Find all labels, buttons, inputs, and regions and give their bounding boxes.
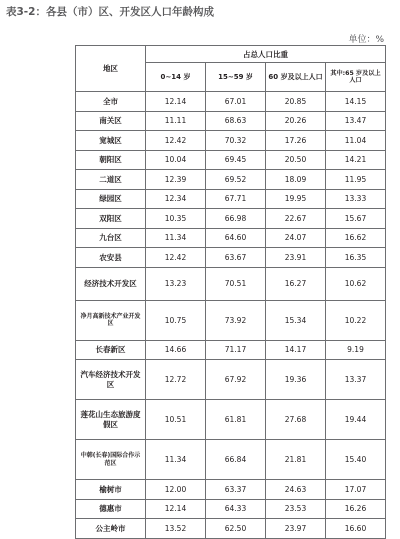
- value-65-plus: 16.35: [326, 248, 386, 268]
- value-65-plus: 14.21: [326, 150, 386, 170]
- region-name: 九台区: [76, 228, 146, 248]
- value-65-plus: 16.62: [326, 228, 386, 248]
- value-60-plus: 23.91: [266, 248, 326, 268]
- region-name: 德惠市: [76, 499, 146, 519]
- value-0-14: 10.04: [146, 150, 206, 170]
- table-row: [76, 248, 386, 268]
- table-row: [76, 360, 386, 400]
- table-row: [76, 519, 386, 539]
- value-65-plus: 10.22: [326, 300, 386, 340]
- value-65-plus: 16.60: [326, 519, 386, 539]
- value-60-plus: 24.63: [266, 480, 326, 500]
- value-0-14: 12.39: [146, 170, 206, 190]
- value-0-14: 13.52: [146, 519, 206, 539]
- col-header-0-14: 0~14 岁: [146, 63, 206, 92]
- value-60-plus: 14.17: [266, 340, 326, 360]
- value-0-14: 12.42: [146, 131, 206, 151]
- value-60-plus: 27.68: [266, 400, 326, 440]
- value-60-plus: 19.95: [266, 189, 326, 209]
- value-15-59: 68.63: [206, 111, 266, 131]
- value-65-plus: 13.33: [326, 189, 386, 209]
- value-65-plus: 9.19: [326, 340, 386, 360]
- region-name: 长春新区: [76, 340, 146, 360]
- region-name: 经济技术开发区: [76, 267, 146, 300]
- value-0-14: 12.72: [146, 360, 206, 400]
- table-row: [76, 209, 386, 229]
- unit-label: 单位：%: [348, 35, 384, 45]
- value-15-59: 67.71: [206, 189, 266, 209]
- value-65-plus: 15.40: [326, 440, 386, 480]
- region-name: 二道区: [76, 170, 146, 190]
- value-60-plus: 20.85: [266, 92, 326, 112]
- value-65-plus: 19.44: [326, 400, 386, 440]
- value-60-plus: 23.97: [266, 519, 326, 539]
- region-name: 绿园区: [76, 189, 146, 209]
- value-15-59: 71.17: [206, 340, 266, 360]
- region-name: 农安县: [76, 248, 146, 268]
- value-60-plus: 18.09: [266, 170, 326, 190]
- region-name: 榆树市: [76, 480, 146, 500]
- value-0-14: 13.23: [146, 267, 206, 300]
- table-row: [76, 440, 386, 480]
- value-60-plus: 20.50: [266, 150, 326, 170]
- value-0-14: 11.34: [146, 440, 206, 480]
- value-15-59: 70.51: [206, 267, 266, 300]
- region-header: 地区: [76, 46, 146, 92]
- value-65-plus: 16.26: [326, 499, 386, 519]
- value-15-59: 66.98: [206, 209, 266, 229]
- table-row: [76, 400, 386, 440]
- region-name: 净月高新技术产业开发区: [76, 300, 146, 340]
- value-60-plus: 19.36: [266, 360, 326, 400]
- region-name: 宽城区: [76, 131, 146, 151]
- region-name: 朝阳区: [76, 150, 146, 170]
- value-65-plus: 13.37: [326, 360, 386, 400]
- value-15-59: 63.67: [206, 248, 266, 268]
- value-65-plus: 11.04: [326, 131, 386, 151]
- population-age-table: [75, 45, 386, 539]
- table-row: [76, 92, 386, 112]
- region-name: 双阳区: [76, 209, 146, 229]
- table-row: [76, 189, 386, 209]
- value-0-14: 11.11: [146, 111, 206, 131]
- value-65-plus: 17.07: [326, 480, 386, 500]
- value-15-59: 67.92: [206, 360, 266, 400]
- col-header-15-59: 15~59 岁: [206, 63, 266, 92]
- table-row: [76, 150, 386, 170]
- table-row: [76, 300, 386, 340]
- value-60-plus: 16.27: [266, 267, 326, 300]
- table-row: [76, 267, 386, 300]
- region-name: 公主岭市: [76, 519, 146, 539]
- value-60-plus: 23.53: [266, 499, 326, 519]
- table-row: [76, 228, 386, 248]
- region-name: 莲花山生态旅游度假区: [76, 400, 146, 440]
- value-0-14: 12.14: [146, 92, 206, 112]
- value-15-59: 64.33: [206, 499, 266, 519]
- value-60-plus: 21.81: [266, 440, 326, 480]
- value-65-plus: 13.47: [326, 111, 386, 131]
- value-0-14: 11.34: [146, 228, 206, 248]
- table-title: 表3-2：各县（市）区、开发区人口年龄构成: [6, 6, 214, 18]
- table-row: [76, 340, 386, 360]
- value-15-59: 62.50: [206, 519, 266, 539]
- value-60-plus: 22.67: [266, 209, 326, 229]
- value-65-plus: 14.15: [326, 92, 386, 112]
- table-row: [76, 131, 386, 151]
- value-0-14: 10.35: [146, 209, 206, 229]
- col-header-65-plus: 其中:65 岁及以上人口: [326, 63, 386, 92]
- table-row: [76, 111, 386, 131]
- region-name: 中韩(长春)国际合作示范区: [76, 440, 146, 480]
- value-0-14: 12.00: [146, 480, 206, 500]
- value-65-plus: 11.95: [326, 170, 386, 190]
- region-name: 南关区: [76, 111, 146, 131]
- table-row: [76, 480, 386, 500]
- value-15-59: 73.92: [206, 300, 266, 340]
- value-0-14: 12.14: [146, 499, 206, 519]
- value-0-14: 14.66: [146, 340, 206, 360]
- value-60-plus: 20.26: [266, 111, 326, 131]
- col-header-60-plus: 60 岁及以上人口: [266, 63, 326, 92]
- value-15-59: 63.37: [206, 480, 266, 500]
- value-15-59: 66.84: [206, 440, 266, 480]
- value-65-plus: 15.67: [326, 209, 386, 229]
- value-15-59: 67.01: [206, 92, 266, 112]
- value-15-59: 69.52: [206, 170, 266, 190]
- value-0-14: 10.75: [146, 300, 206, 340]
- value-0-14: 10.51: [146, 400, 206, 440]
- value-60-plus: 17.26: [266, 131, 326, 151]
- table-row: [76, 499, 386, 519]
- value-0-14: 12.42: [146, 248, 206, 268]
- value-15-59: 70.32: [206, 131, 266, 151]
- value-15-59: 61.81: [206, 400, 266, 440]
- group-header: 占总人口比重: [146, 46, 386, 63]
- value-0-14: 12.34: [146, 189, 206, 209]
- value-65-plus: 10.62: [326, 267, 386, 300]
- region-name: 汽车经济技术开发区: [76, 360, 146, 400]
- value-60-plus: 24.07: [266, 228, 326, 248]
- value-60-plus: 15.34: [266, 300, 326, 340]
- value-15-59: 69.45: [206, 150, 266, 170]
- table-row: [76, 170, 386, 190]
- region-name: 全市: [76, 92, 146, 112]
- value-15-59: 64.60: [206, 228, 266, 248]
